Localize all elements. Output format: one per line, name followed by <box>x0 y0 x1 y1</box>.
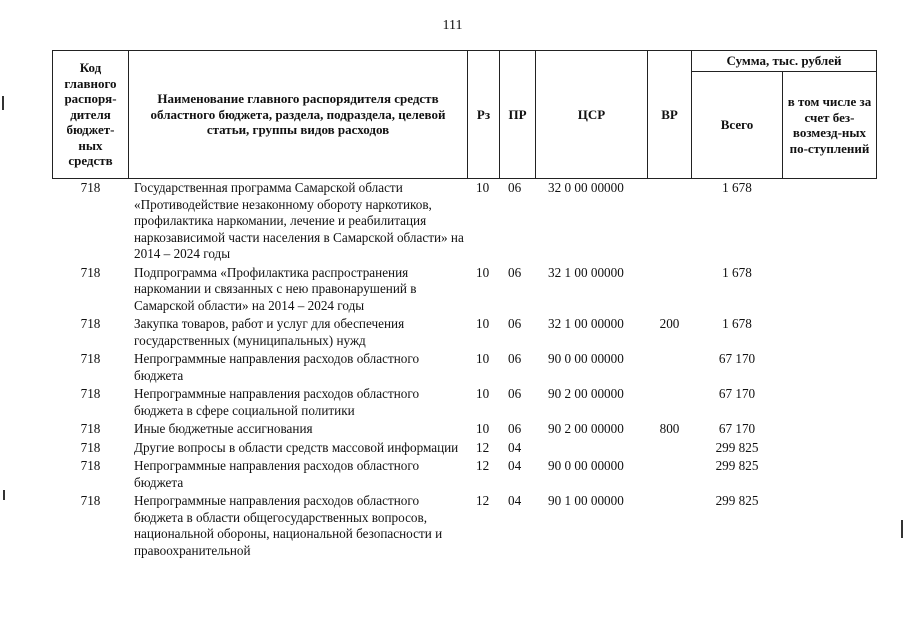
table-row <box>53 457 877 492</box>
cell-csr <box>536 439 648 458</box>
page-number: 111 <box>442 18 463 33</box>
header-sum: Сумма, тыс. рублей <box>692 51 877 72</box>
cell-rz: 10 <box>476 386 490 401</box>
cell-csr: 90 0 00 00000 <box>548 458 624 473</box>
cell-total: 67 170 <box>718 351 756 366</box>
cell-csr: 90 1 00 00000 <box>548 493 624 508</box>
header-extra: в том числе за счет без-возмезд-ных по-ступлений <box>783 72 877 179</box>
cell-code: 718 <box>80 316 101 331</box>
table-row <box>53 492 877 560</box>
cell-rz: 10 <box>476 180 490 195</box>
table-body <box>53 179 877 561</box>
header-code: Код главного распоря-дителя бюджет-ных средств <box>53 51 129 179</box>
cell-name: Непрограммные направления расходов областного бюджета в области общегосударственных вопросов, национальной обороны, национальной безопасности и правоохранительной <box>134 493 443 558</box>
cell-pr: 06 <box>508 264 522 280</box>
cell-csr: 90 0 00 00000 <box>548 351 624 366</box>
cell-total: 299 825 <box>715 493 759 508</box>
cell-pr: 04 <box>508 458 522 473</box>
cell-pr: 06 <box>508 180 522 195</box>
cell-total: 299 825 <box>715 439 759 455</box>
cell-name: Государственная программа Самарской области «Противодействие незаконному обороту наркотиков, профилактика наркомании, лечение и реабилитация наркозависимой части населения в Самарской области» на 2014 – 2024 годы <box>134 180 464 261</box>
cell-name: Подпрограмма «Профилактика распространения наркомании и связанных с нею правонарушений в Самарской области» на 2014 – 2024 годы <box>134 264 417 313</box>
cell-extra <box>783 492 877 560</box>
cell-vr <box>648 179 692 264</box>
cell-rz: 12 <box>476 493 490 508</box>
cell-total: 1 678 <box>722 180 752 195</box>
cell-vr <box>648 439 692 458</box>
cell-extra <box>783 385 877 420</box>
scan-mark-right <box>901 520 903 538</box>
table-row <box>53 439 877 458</box>
header-vr: ВР <box>648 51 692 179</box>
cell-total: 299 825 <box>715 458 759 473</box>
cell-code: 718 <box>80 180 101 195</box>
cell-csr: 90 2 00 00000 <box>548 386 624 401</box>
cell-code: 718 <box>80 439 101 455</box>
cell-extra <box>783 179 877 264</box>
header-name: Наименование главного распорядителя средств областного бюджета, раздела, подраздела, целевой статьи, группы видов расходов <box>129 51 468 179</box>
cell-extra <box>783 420 877 439</box>
cell-csr: 32 0 00 00000 <box>548 180 624 195</box>
table-row <box>53 315 877 350</box>
cell-rz: 10 <box>476 316 490 331</box>
cell-code: 718 <box>80 458 101 473</box>
cell-vr <box>648 457 692 492</box>
table-row <box>53 385 877 420</box>
cell-total: 1 678 <box>722 316 752 331</box>
cell-name: Непрограммные направления расходов областного бюджета в сфере социальной политики <box>134 386 420 418</box>
table-row <box>53 264 877 316</box>
cell-pr: 06 <box>508 316 522 331</box>
cell-name: Непрограммные направления расходов областного бюджета <box>134 458 420 490</box>
cell-extra <box>783 315 877 350</box>
table-row <box>53 420 877 439</box>
cell-vr <box>648 350 692 385</box>
cell-extra <box>783 439 877 458</box>
cell-pr: 04 <box>508 439 522 455</box>
cell-pr: 06 <box>508 351 522 366</box>
cell-vr <box>648 492 692 560</box>
cell-pr: 06 <box>508 386 522 401</box>
budget-table <box>52 50 877 560</box>
cell-vr <box>648 264 692 316</box>
cell-rz: 10 <box>476 351 490 366</box>
cell-code: 718 <box>80 386 101 401</box>
cell-name: Закупка товаров, работ и услуг для обеспечения государственных (муниципальных) нужд <box>134 316 405 348</box>
cell-name: Непрограммные направления расходов областного бюджета <box>134 351 420 383</box>
table-header <box>53 51 877 179</box>
cell-rz: 12 <box>476 458 490 473</box>
cell-vr: 200 <box>659 316 680 331</box>
table-row <box>53 179 877 264</box>
cell-vr <box>648 385 692 420</box>
cell-rz: 10 <box>476 421 490 436</box>
cell-vr: 800 <box>659 421 680 436</box>
cell-code: 718 <box>80 264 101 280</box>
cell-total: 67 170 <box>718 421 756 436</box>
header-rz: Рз <box>468 51 500 179</box>
cell-name: Другие вопросы в области средств массовой информации <box>134 439 459 455</box>
cell-rz: 12 <box>476 439 490 455</box>
cell-pr: 04 <box>508 493 522 508</box>
cell-rz: 10 <box>476 264 490 280</box>
cell-total: 1 678 <box>722 264 752 280</box>
scan-mark-left <box>3 490 5 500</box>
cell-extra <box>783 350 877 385</box>
cell-csr: 32 1 00 00000 <box>548 316 624 331</box>
cell-extra <box>783 457 877 492</box>
table-row <box>53 350 877 385</box>
cell-csr: 90 2 00 00000 <box>548 421 624 436</box>
scan-mark-left <box>2 96 4 110</box>
cell-total: 67 170 <box>718 386 756 401</box>
header-pr: ПР <box>500 51 536 179</box>
cell-code: 718 <box>80 351 101 366</box>
cell-extra <box>783 264 877 316</box>
cell-csr: 32 1 00 00000 <box>548 264 624 280</box>
header-total: Всего <box>692 72 783 179</box>
cell-pr: 06 <box>508 421 522 436</box>
cell-code: 718 <box>80 421 101 436</box>
header-csr: ЦСР <box>536 51 648 179</box>
cell-name: Иные бюджетные ассигнования <box>134 421 313 436</box>
cell-code: 718 <box>80 493 101 508</box>
